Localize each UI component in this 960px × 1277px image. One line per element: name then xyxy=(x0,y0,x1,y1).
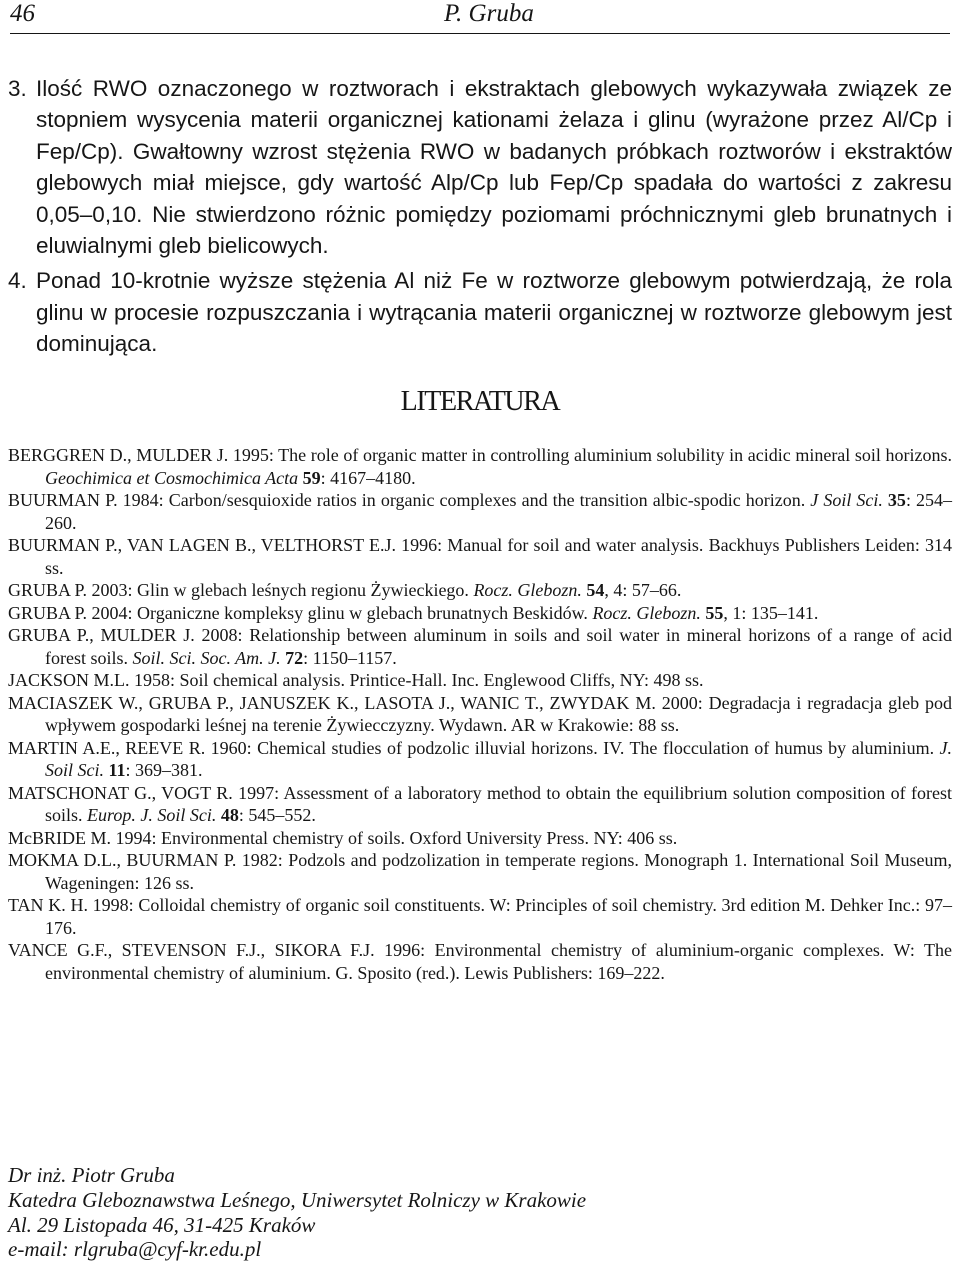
reference-list xyxy=(8,444,952,984)
reference-pages: : 4167–4180. xyxy=(320,467,416,488)
reference-authors: BUURMAN P., VAN LAGEN B., VELTHORST E.J. xyxy=(8,535,396,555)
reference-body: 2003: Glin w glebach leśnych regionu Żywieckiego. xyxy=(87,580,474,600)
running-header xyxy=(10,0,950,30)
reference-journal: Rocz. Glebozn. xyxy=(592,602,701,623)
reference-journal: Geochimica et Cosmochimica Acta xyxy=(45,467,299,488)
author-affiliation xyxy=(8,1163,952,1262)
reference-item xyxy=(8,444,952,489)
reference-pages: : 1150–1157. xyxy=(303,647,397,668)
reference-journal: Europ. J. Soil Sci. xyxy=(87,805,217,825)
reference-body: 1982: Podzols and podzolization in temperate regions. Monograph 1. International Soil Museum, Wageningen: 126 ss. xyxy=(45,850,952,893)
conclusion-text: Ilość RWO oznaczonego w roztworach i ekstraktach glebowych wykazywała związek ze stopniem wysycenia materii organicznej kationami żelaza i glinu (wyrażone przez Al/Cp i Fep/Cp). Gwałtowny wzrost stężenia RWO w badanych próbkach roztworów i ekstraktów glebowych miał miejsce, gdy wartość Alp/Cp lub Fep/Cp spadała do wartości z zakresu 0,05–0,10. Nie stwierdzono różnic pomiędzy poziomami próchnicznymi gleb brunatnych i eluwialnymi gleb bielicowych. xyxy=(36,76,952,259)
reference-authors: MOKMA D.L., BUURMAN P. xyxy=(8,850,237,870)
reference-authors: GRUBA P. xyxy=(8,580,88,600)
reference-pages: , 1: 135–141. xyxy=(723,602,819,623)
reference-pages: : 369–381. xyxy=(125,760,203,780)
reference-authors: JACKSON M.L. xyxy=(8,670,130,690)
reference-journal: J Soil Sci. xyxy=(810,490,883,510)
conclusion-item xyxy=(0,265,960,359)
reference-body: 1994: Environmental chemistry of soils. Oxford University Press. NY: 406 ss. xyxy=(111,827,678,848)
conclusion-item xyxy=(0,73,960,261)
reference-item xyxy=(8,534,952,579)
reference-body: 1960: Chemical studies of podzolic illuvial horizons. IV. The flocculation of humus by aluminium. xyxy=(205,737,940,758)
reference-volume: 54 xyxy=(581,580,605,600)
reference-authors: MARTIN A.E., REEVE R. xyxy=(8,737,206,758)
reference-journal: Rocz. Glebozn. xyxy=(473,580,582,600)
reference-body: 1958: Soil chemical analysis. Printice-Hall. Inc. Englewood Cliffs, NY: 498 ss. xyxy=(129,670,704,690)
reference-body: 1998: Colloidal chemistry of organic soil constituents. W: Principles of soil chemistry. 3rd edition M. Dehker Inc.: 97–176. xyxy=(45,895,952,938)
reference-pages: : 254–260. xyxy=(45,490,952,533)
author-email: e-mail: rlgruba@cyf-kr.edu.pl xyxy=(8,1237,262,1262)
reference-body: 1984: Carbon/sesquioxide ratios in organic complexes and the transition albic-spodic horizon. xyxy=(117,490,811,510)
reference-item xyxy=(8,624,952,669)
header-rule xyxy=(10,33,950,34)
reference-body: 1996: Manual for soil and water analysis. Backhuys Publishers Leiden: 314 ss. xyxy=(45,535,952,578)
reference-authors: MATSCHONAT G., VOGT R. xyxy=(8,782,233,803)
reference-item xyxy=(8,669,952,692)
author-name: Dr inż. Piotr Gruba xyxy=(8,1163,175,1187)
conclusion-text: Ponad 10-krotnie wyższe stężenia Al niż Fe w roztworze glebowym potwierdzają, że rola glinu w procesie rozpuszczania i wytrącania materii organicznej w roztworze glebowym jest dominująca. xyxy=(36,268,952,357)
reference-item xyxy=(8,827,952,850)
reference-authors: MACIASZEK W., GRUBA P., JANUSZEK K., LASOTA J., WANIC T., ZWYDAK M. xyxy=(8,692,656,713)
author-institution: Katedra Gleboznawstwa Leśnego, Uniwersytet Rolniczy w Krakowie xyxy=(8,1187,587,1212)
conclusion-number: 4. xyxy=(8,268,27,294)
reference-pages: : 545–552. xyxy=(238,805,316,825)
reference-authors: BUURMAN P. xyxy=(8,490,118,510)
reference-authors: BERGGREN D., MULDER J. xyxy=(8,445,229,465)
author-address: Al. 29 Listopada 46, 31-425 Kraków xyxy=(8,1212,316,1237)
reference-item xyxy=(8,782,952,827)
reference-volume: 11 xyxy=(104,760,126,780)
reference-item xyxy=(8,602,952,625)
reference-authors: TAN K. H. xyxy=(8,895,88,915)
reference-authors: GRUBA P. xyxy=(8,602,88,623)
reference-journal: J. Soil Sci. xyxy=(45,737,952,780)
reference-journal: Soil. Sci. Soc. Am. J. xyxy=(132,647,281,668)
reference-body: 1995: The role of organic matter in controlling aluminium solubility in acidic mineral soil horizons. xyxy=(228,445,952,465)
conclusion-number: 3. xyxy=(8,76,27,101)
reference-volume: 55 xyxy=(700,602,724,623)
reference-item xyxy=(8,737,952,782)
reference-body: 1996: Environmental chemistry of aluminium-organic complexes. W: The environmental chemistry of aluminium. G. Sposito (red.). Lewis Publishers: 169–222. xyxy=(45,940,952,983)
reference-body: 2000: Degradacja i regradacja gleb pod wpływem gospodarki leśnej na terenie Żywiecczyzny. Wydawn. AR w Krakowie: 88 ss. xyxy=(45,692,952,735)
reference-body: 2004: Organiczne kompleksy glinu w glebach brunatnych Beskidów. xyxy=(87,602,593,623)
reference-authors: VANCE G.F., STEVENSON F.J., SIKORA F.J. xyxy=(8,940,375,960)
reference-pages: , 4: 57–66. xyxy=(604,580,682,600)
running-author: P. Gruba xyxy=(444,0,534,27)
reference-authors: McBRIDE M. xyxy=(8,827,111,848)
reference-item xyxy=(8,579,952,602)
reference-item xyxy=(8,489,952,534)
reference-body: 1997: Assessment of a laboratory method to obtain the equilibrium solution composition of forest soils. xyxy=(45,782,952,825)
reference-item xyxy=(8,894,952,939)
reference-volume: 72 xyxy=(280,647,304,668)
page-number: 46 xyxy=(10,0,35,27)
conclusions-list xyxy=(0,73,960,360)
reference-body: 2008: Relationship between aluminum in soils and soil water in mineral horizons of a range of acid forest soils. xyxy=(45,625,952,668)
reference-volume: 59 xyxy=(298,467,321,488)
literature-heading: LITERATURA xyxy=(400,386,560,417)
reference-item xyxy=(8,692,952,737)
reference-volume: 35 xyxy=(882,490,906,510)
reference-item xyxy=(8,849,952,894)
reference-item xyxy=(8,939,952,984)
reference-volume: 48 xyxy=(216,805,239,825)
reference-authors: GRUBA P., MULDER J. xyxy=(8,625,195,645)
